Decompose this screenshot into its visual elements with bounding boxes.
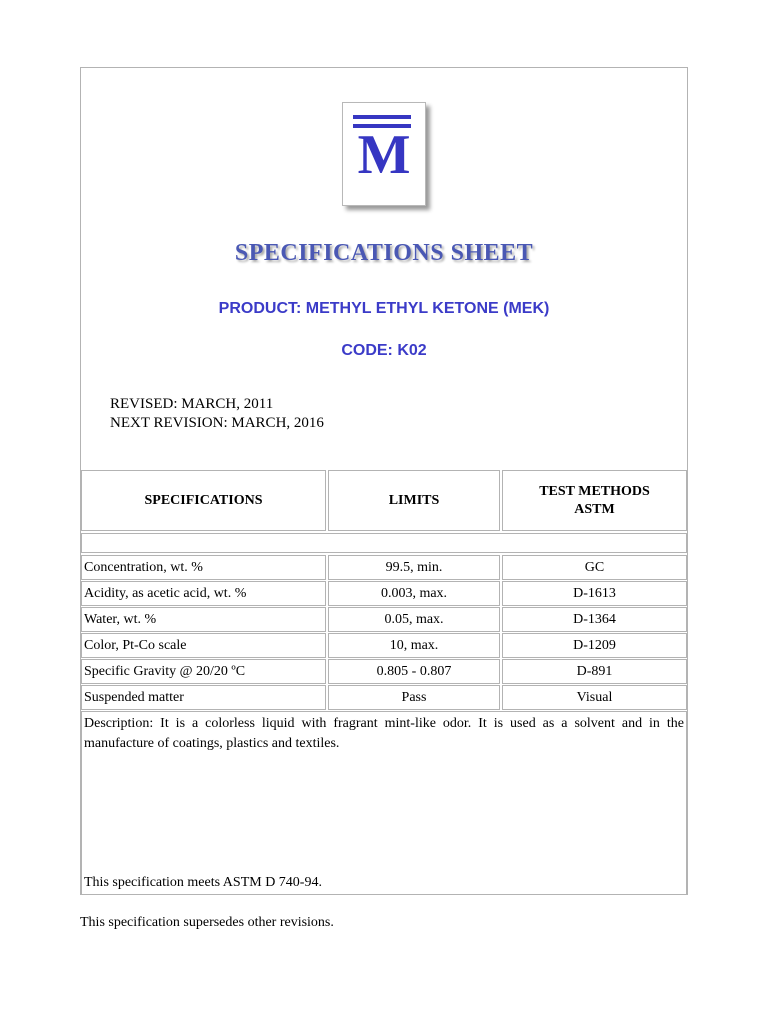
logo-letter: M — [357, 124, 411, 186]
header-test-methods-line1: TEST METHODS — [539, 483, 650, 499]
header-test-methods — [502, 470, 687, 531]
row-test-method: Visual — [502, 685, 687, 710]
supersedes-note: This specification supersedes other revisions. — [80, 915, 334, 930]
spec-sheet-frame — [80, 67, 688, 895]
table-row — [81, 685, 687, 710]
row-test-method: D-1364 — [502, 607, 687, 632]
row-limit: 10, max. — [328, 633, 500, 658]
revised-date: REVISED: MARCH, 2011 — [110, 396, 274, 412]
table-spacer-row — [81, 533, 687, 553]
table-row — [81, 581, 687, 606]
row-spec-name: Suspended matter — [81, 685, 326, 710]
product-line: PRODUCT: METHYL ETHYL KETONE (MEK) — [218, 300, 550, 317]
row-test-method: D-1613 — [502, 581, 687, 606]
header-specifications: SPECIFICATIONS — [81, 470, 326, 531]
product-code: CODE: K02 — [341, 342, 427, 359]
row-limit: 0.05, max. — [328, 607, 500, 632]
row-limit: 0.805 - 0.807 — [328, 659, 500, 684]
row-test-method: GC — [502, 555, 687, 580]
header-test-methods-line2: ASTM — [574, 501, 615, 517]
table-row — [81, 633, 687, 658]
row-spec-name: Specific Gravity @ 20/20 ºC — [81, 659, 326, 684]
revision-info — [110, 395, 324, 433]
sheet-title: SPECIFICATIONS SHEET — [234, 240, 534, 266]
table-row — [81, 607, 687, 632]
row-limit: 99.5, min. — [328, 555, 500, 580]
row-spec-name: Concentration, wt. % — [81, 555, 326, 580]
row-spec-name: Acidity, as acetic acid, wt. % — [81, 581, 326, 606]
row-limit: Pass — [328, 685, 500, 710]
spec-table-header — [81, 470, 687, 531]
row-test-method: D-891 — [502, 659, 687, 684]
header-limits: LIMITS — [328, 470, 500, 531]
row-spec-name: Water, wt. % — [81, 607, 326, 632]
row-spec-name: Color, Pt-Co scale — [81, 633, 326, 658]
row-test-method: D-1209 — [502, 633, 687, 658]
row-limit: 0.003, max. — [328, 581, 500, 606]
table-row — [81, 659, 687, 684]
company-logo — [342, 102, 426, 206]
astm-compliance-note: This specification meets ASTM D 740-94. — [84, 875, 322, 890]
table-row — [81, 555, 687, 580]
product-description: Description: It is a colorless liquid with fragrant mint-like odor. It is used as a solvent and in the manufacture of coatings, plastics and textiles. — [84, 716, 684, 751]
next-revision-date: NEXT REVISION: MARCH, 2016 — [110, 415, 324, 431]
description-box — [81, 711, 687, 895]
logo-bar-top — [353, 115, 411, 119]
